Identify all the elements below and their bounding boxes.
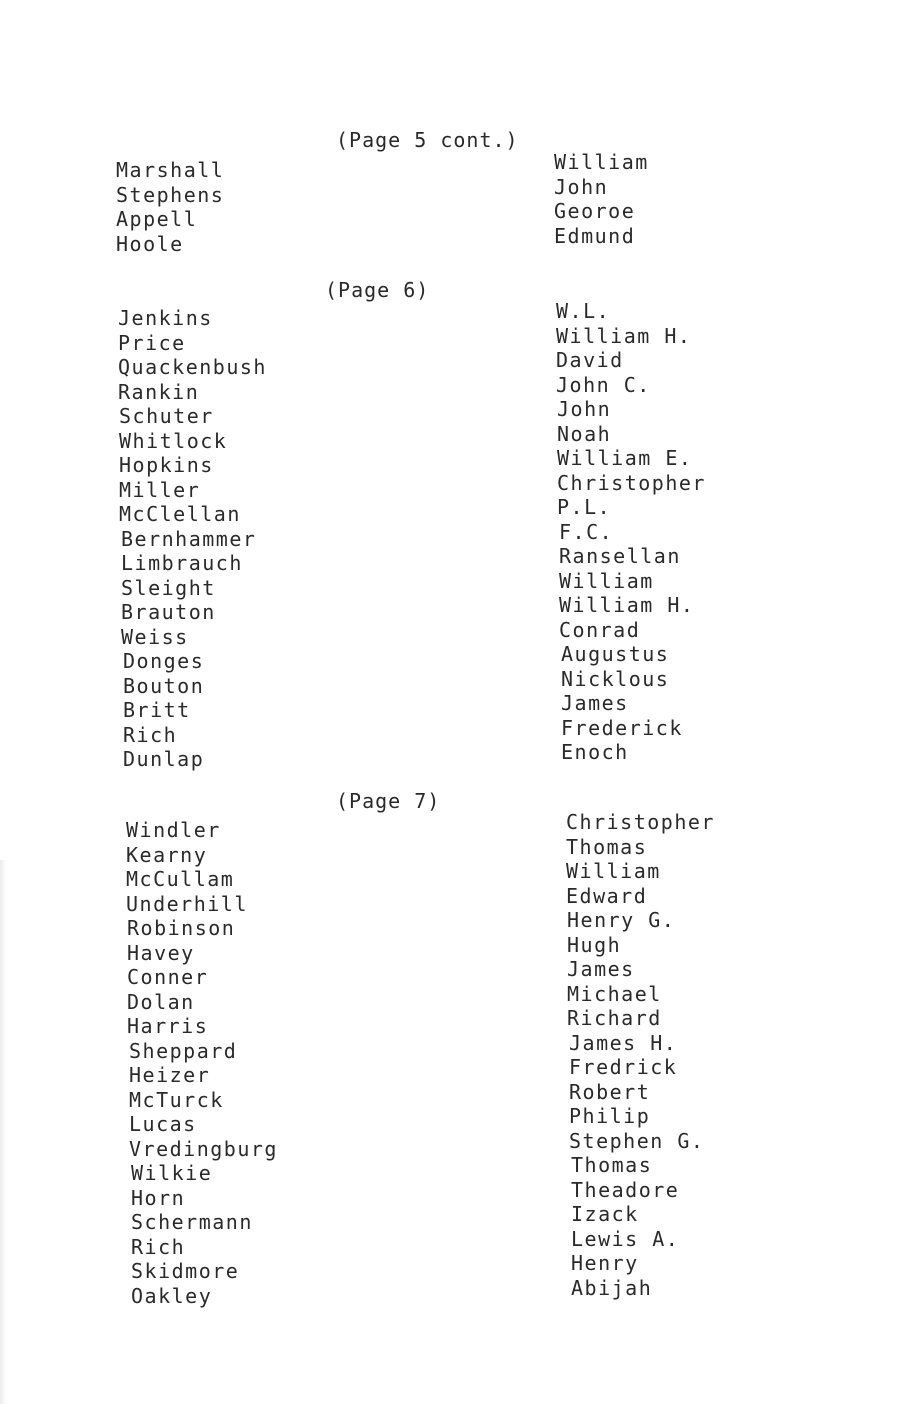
section-heading: (Page 5 cont.) [336, 128, 519, 152]
given-name-entry: Philip [569, 1104, 651, 1128]
surname-entry: Havey [127, 940, 195, 965]
given-name-entry: Edmund [554, 223, 636, 248]
given-name-entry: William E. [557, 446, 693, 470]
given-name-entry: James H. [569, 1030, 678, 1055]
given-name-entry: Christopher [566, 810, 715, 834]
given-name-entry: Edward [566, 883, 648, 908]
surname-entry: Miller [119, 477, 201, 502]
surname-entry: Harris [127, 1014, 209, 1038]
surname-entry: Price [118, 330, 186, 355]
given-name-entry: Augustus [561, 642, 670, 666]
given-name-entry: F.C. [559, 519, 614, 544]
surname-entry: Windler [126, 818, 221, 842]
surname-entry: Whitlock [119, 428, 228, 453]
given-name-entry: John C. [556, 372, 651, 397]
surname-column [126, 818, 278, 1308]
section-heading: (Page 6) [325, 278, 430, 302]
given-name-entry: Thomas [566, 834, 648, 859]
surname-entry: Kearny [126, 842, 208, 867]
surname-entry: Vredingburg [129, 1136, 278, 1161]
section-heading: (Page 7) [336, 789, 441, 813]
given-name-entry: Henry [571, 1251, 639, 1275]
given-name-entry: Georoe [554, 199, 636, 223]
given-name-entry: John [554, 174, 609, 199]
surname-entry: Bouton [123, 673, 205, 698]
given-name-entry: William H. [559, 593, 695, 617]
given-name-entry: Fredrick [569, 1055, 678, 1079]
given-name-entry: P.L. [557, 495, 612, 519]
surname-entry: Rich [123, 722, 178, 747]
given-name-entry: Theadore [571, 1177, 680, 1202]
surname-entry: McTurck [129, 1087, 224, 1112]
given-name-entry: Henry G. [567, 908, 676, 932]
given-name-entry: William [559, 568, 654, 593]
given-name-entry: Stephen G. [569, 1128, 705, 1153]
surname-column [118, 306, 267, 772]
surname-entry: Hopkins [119, 453, 214, 477]
given-name-entry: Robert [569, 1079, 651, 1104]
surname-entry: Rich [131, 1234, 186, 1259]
surname-entry: Horn [131, 1185, 186, 1210]
surname-entry: Skidmore [131, 1259, 240, 1283]
surname-entry: Limbrauch [121, 551, 243, 575]
surname-entry: Bernhammer [121, 526, 257, 551]
surname-entry: Donges [123, 649, 205, 673]
surname-entry: McClellan [119, 502, 241, 526]
surname-entry: Appell [116, 207, 198, 231]
given-name-entry: William [554, 150, 649, 174]
given-name-entry: Christopher [557, 470, 706, 495]
given-name-entry: Richard [567, 1006, 662, 1030]
given-name-entry: Enoch [561, 740, 629, 764]
surname-entry: Conner [127, 965, 209, 989]
surname-entry: Sheppard [129, 1038, 238, 1063]
surname-entry: Wilkie [131, 1161, 213, 1185]
given-name-entry: William H. [556, 323, 692, 348]
surname-entry: Dolan [127, 989, 195, 1014]
given-name-entry: Michael [567, 981, 662, 1006]
surname-entry: Dunlap [123, 747, 205, 771]
given-name-entry: Nicklous [561, 666, 670, 691]
given-name-entry: William [566, 859, 661, 883]
surname-column [116, 158, 224, 256]
given-name-entry: Lewis A. [571, 1226, 680, 1251]
given-name-entry: W.L. [556, 299, 611, 323]
surname-entry: Quackenbush [118, 355, 267, 379]
given-name-entry: Noah [557, 421, 612, 446]
surname-entry: Oakley [131, 1283, 213, 1308]
surname-entry: Underhill [126, 891, 248, 916]
given-name-entry: Abijah [571, 1275, 653, 1300]
surname-entry: Stephens [116, 182, 225, 207]
surname-entry: McCullam [126, 867, 235, 891]
surname-entry: Hoole [116, 231, 184, 256]
given-name-entry: James [561, 691, 629, 715]
surname-entry: Schermann [131, 1210, 253, 1234]
surname-entry: Heizer [129, 1063, 211, 1087]
given-name-column [566, 810, 715, 1300]
given-name-entry: Hugh [567, 932, 622, 957]
surname-entry: Weiss [121, 624, 189, 649]
given-name-entry: Thomas [571, 1153, 653, 1177]
surname-entry: Robinson [127, 916, 236, 940]
surname-entry: Britt [123, 698, 191, 722]
surname-entry: Marshall [116, 158, 225, 182]
surname-entry: Sleight [121, 575, 216, 600]
given-name-entry: Frederick [561, 715, 683, 740]
given-name-entry: James [567, 957, 635, 981]
given-name-entry: Conrad [559, 617, 641, 642]
scan-edge-shadow [0, 860, 6, 1404]
given-name-entry: Ransellan [559, 544, 681, 568]
surname-entry: Brauton [121, 600, 216, 624]
surname-entry: Rankin [118, 379, 200, 404]
surname-entry: Jenkins [118, 306, 213, 330]
given-name-entry: David [556, 348, 624, 372]
given-name-entry: Izack [571, 1202, 639, 1226]
given-name-column [556, 299, 706, 765]
given-name-entry: John [557, 397, 612, 421]
given-name-column [554, 150, 649, 248]
surname-entry: Schuter [119, 404, 214, 428]
surname-entry: Lucas [129, 1112, 197, 1136]
